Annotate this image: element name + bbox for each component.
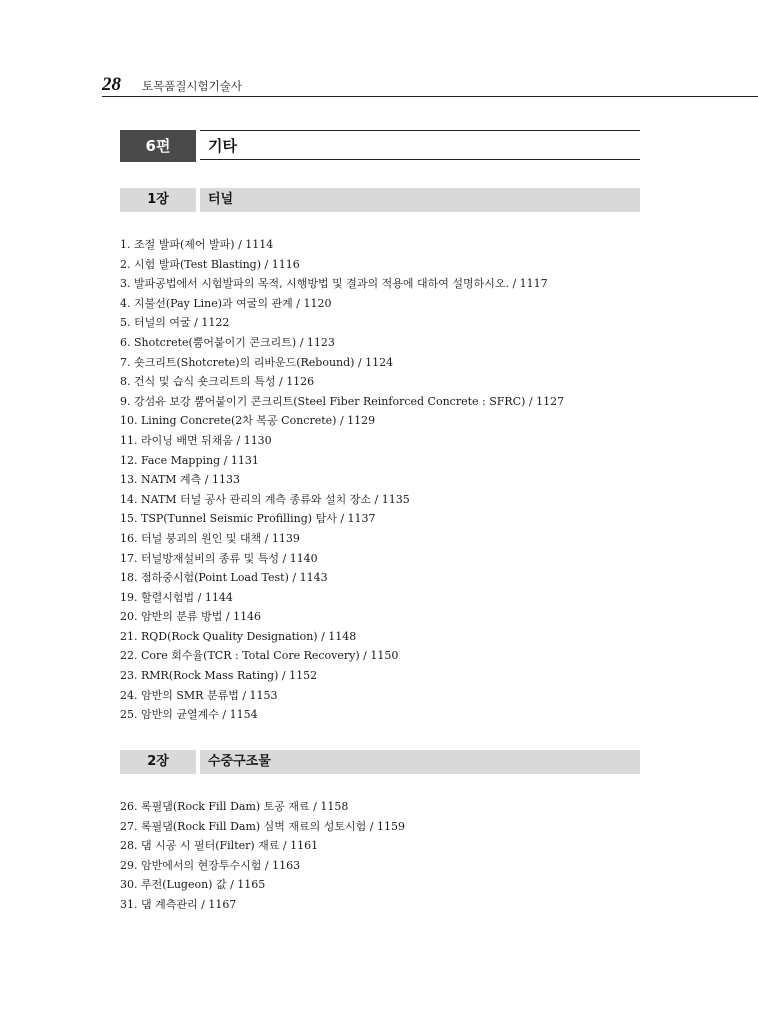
toc-entry[interactable]: 6. Shotcrete(뿜어붙이기 콘크리트) / 1123 <box>120 335 335 349</box>
toc-entry[interactable]: 30. 루전(Lugeon) 값 / 1165 <box>120 878 266 892</box>
toc-entry[interactable]: 31. 댐 계측관리 / 1167 <box>120 897 237 911</box>
page-number: 28 <box>102 74 121 95</box>
toc-entry[interactable]: 12. Face Mapping / 1131 <box>120 453 259 467</box>
toc-entry[interactable]: 3. 발파공법에서 시험발파의 목적, 시행방법 및 결과의 적용에 대하여 설명하시오. / 1117 <box>120 277 548 291</box>
toc-entry[interactable]: 22. Core 회수율(TCR : Total Core Recovery) / 1150 <box>120 649 399 663</box>
toc-entry[interactable]: 10. Lining Concrete(2차 복공 Concrete) / 1129 <box>120 414 376 428</box>
part-title: 기타 <box>200 130 640 160</box>
chapter-title: 터널 <box>200 188 640 212</box>
toc-entry[interactable]: 1. 조절 발파(제어 발파) / 1114 <box>120 238 274 251</box>
part-heading <box>120 130 640 162</box>
toc-entry[interactable]: 19. 할렬시험법 / 1144 <box>120 590 233 604</box>
toc-entry[interactable]: 9. 강섬유 보강 뿜어붙이기 콘크리트(Steel Fiber Reinforced Concrete : SFRC) / 1127 <box>120 394 565 408</box>
toc-entry[interactable]: 16. 터널 붕괴의 원인 및 대책 / 1139 <box>120 531 300 545</box>
chapter-heading-1 <box>120 188 640 212</box>
toc-entry[interactable]: 18. 점하중시험(Point Load Test) / 1143 <box>120 571 328 585</box>
toc-entry[interactable]: 13. NATM 계측 / 1133 <box>120 473 240 487</box>
toc-entry[interactable]: 27. 록필댐(Rock Fill Dam) 심벽 재료의 성토시험 / 1159 <box>120 819 405 833</box>
toc-entry[interactable]: 20. 암반의 분류 방법 / 1146 <box>120 610 262 624</box>
toc-entry[interactable]: 4. 지불선(Pay Line)과 여굴의 관계 / 1120 <box>120 296 332 310</box>
toc-entry[interactable]: 28. 댐 시공 시 필터(Filter) 재료 / 1161 <box>120 839 319 853</box>
toc-entry[interactable]: 24. 암반의 SMR 분류법 / 1153 <box>120 688 278 702</box>
toc-entry[interactable]: 7. 숏크리트(Shotcrete)의 리바운드(Rebound) / 1124 <box>120 355 394 369</box>
toc-entry[interactable]: 5. 터널의 여굴 / 1122 <box>120 316 230 330</box>
book-title: 토목품질시험기술사 <box>142 79 242 93</box>
toc-entry[interactable]: 2. 시험 발파(Test Blasting) / 1116 <box>120 257 300 271</box>
toc-list-chapter-2 <box>120 797 680 915</box>
toc-entry[interactable]: 17. 터널방재설비의 종류 및 특성 / 1140 <box>120 551 318 565</box>
toc-list-chapter-1 <box>120 235 680 725</box>
part-label: 6편 <box>120 130 196 162</box>
toc-entry[interactable]: 14. NATM 터널 공사 관리의 계측 종류와 설치 장소 / 1135 <box>120 492 410 506</box>
chapter-label: 1장 <box>120 188 196 212</box>
toc-entry[interactable]: 8. 건식 및 습식 숏크리트의 특성 / 1126 <box>120 375 315 389</box>
chapter-label: 2장 <box>120 750 196 774</box>
toc-entry[interactable]: 21. RQD(Rock Quality Designation) / 1148 <box>120 629 357 643</box>
toc-entry[interactable]: 23. RMR(Rock Mass Rating) / 1152 <box>120 669 318 683</box>
page-header <box>102 74 758 97</box>
toc-entry[interactable]: 25. 암반의 균열계수 / 1154 <box>120 708 258 722</box>
chapter-title: 수중구조물 <box>200 750 640 774</box>
toc-entry[interactable]: 26. 록필댐(Rock Fill Dam) 토공 재료 / 1158 <box>120 800 349 813</box>
toc-entry[interactable]: 11. 라이닝 배면 뒤채움 / 1130 <box>120 433 272 447</box>
toc-entry[interactable]: 15. TSP(Tunnel Seismic Profilling) 탐사 / 1137 <box>120 512 376 526</box>
toc-entry[interactable]: 29. 암반에서의 현장투수시험 / 1163 <box>120 858 301 872</box>
chapter-heading-2 <box>120 750 640 774</box>
